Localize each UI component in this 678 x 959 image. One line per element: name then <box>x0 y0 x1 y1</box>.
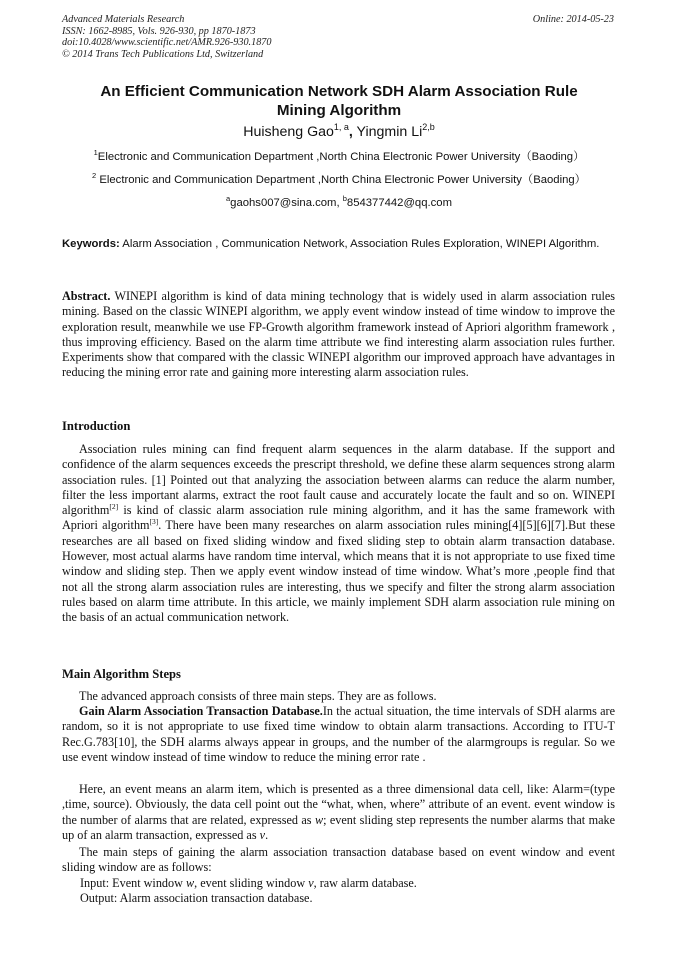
steps-text: The main steps of gaining the alarm association transaction database based on event window and event sliding window are as follows: <box>62 845 615 875</box>
issn-line: ISSN: 1662-8985, Vols. 926-930, pp 1870-1873 <box>62 25 256 37</box>
author-2-name: Yingmin Li <box>352 124 423 140</box>
author-1-name: Huisheng Gao <box>243 124 334 140</box>
citation-2: [2] <box>109 502 119 512</box>
email-b-marker: b <box>342 194 347 203</box>
event-text-2: ; event sliding step represents the number alarms that make up of an alarm transaction, expressed as <box>62 812 615 842</box>
output-text: Output: Alarm association transaction database. <box>80 891 313 905</box>
output-line <box>80 891 615 906</box>
email-line <box>62 196 616 210</box>
keywords-text: Alarm Association , Communication Network, Association Rules Exploration, WINEPI Algorithm. <box>119 238 600 250</box>
copyright-line: © 2014 Trans Tech Publications Ltd, Switzerland <box>62 48 264 60</box>
input-text-2: , event sliding window <box>194 876 309 890</box>
event-text-1: Here, an event means an alarm item, which is presented as a three dimensional data cell, like: Alarm=(type ,time, source). Obviously, the data cell point out the “what, when, where” attribute of an event. event window is the number of alarms that are related, expressed as <box>62 782 615 827</box>
title-line-2: Mining Algorithm <box>276 102 402 119</box>
event-paragraph <box>62 782 615 843</box>
journal-header <box>62 14 271 60</box>
email-b: 854377442@qq.com <box>346 197 452 209</box>
affiliation-1-text: Electronic and Communication Department ,North China Electronic Power University（Baoding） <box>97 151 585 163</box>
input-text-3: , raw alarm database. <box>313 876 417 890</box>
steps-paragraph <box>62 845 615 876</box>
var-v: v <box>259 827 266 842</box>
input-line <box>80 876 615 891</box>
abstract-text: WINEPI algorithm is kind of data mining technology that is widely used in alarm association rules mining. Based on the classic WINEPI algorithm, we apply event window instead of time window to improve the exploration result, meanwhile we use FP-Growth algorithm framework instead of Apriori algorithm framework , thus improving efficiency. Based on the alarm time attribute we find interesting alarm association rules further. Experiments show that compared with the classic WINEPI algorithm our improved approach have advantages in reducing the mining error rate and gaining more interesting alarm association rules. <box>62 289 615 380</box>
abstract-block <box>62 289 615 381</box>
intro-text-1: Association rules mining can find frequent alarm sequences in the alarm database. If the support and confidence of the alarm sequences exceeds the prescript threshold, we define these alarm sequences strong alarm association rules. [1] Pointed out that analyzing the association between alarms can reduce the alarm number, filter the less important alarms, extract the root fault cause and accurately locate the fault and so on. WINEPI algorithm <box>62 442 615 518</box>
keywords-block <box>62 236 616 253</box>
abstract-label: Abstract. <box>62 289 111 303</box>
gain-text: In the actual situation, the time intervals of SDH alarms are random, so it is not appropriate to use fixed time window to obtain alarm transactions. According to ITU-T Rec.G.783[10], the SDH alarms always appear in groups, and the number of the alarmgroups is regular. So we use event window instead of time window to reduce the mining error rate . <box>62 704 615 764</box>
doi-line: doi:10.4028/www.scientific.net/AMR.926-930.1870 <box>62 37 272 49</box>
affiliation-2 <box>62 173 616 187</box>
intro-text-2: is kind of classic alarm association rule mining algorithm, and it has the same framework with Apriori algorithm <box>62 503 615 533</box>
title-line-1: An Efficient Communication Network SDH Alarm Association Rule <box>100 83 578 100</box>
affiliation-2-marker: 2 <box>92 171 97 180</box>
author-1-marker: 1, a <box>333 122 349 132</box>
intro-text-3: . There have been many researches on alarm association rules mining[4][5][6][7].But these researches are all based on fixed sliding window and fixed sliding step to obtain alarm transaction database. However, most actual alarms have random time interval, which means that it is not appropriate to use fixed time window and sliding step. Then we apply event window instead of time window. What’s more ,people find that not all the strong alarm association rules are interesting, thus we specify and filter the strong alarm association rules based on alarm time attribute. In this article, we mainly implement SDH alarm association rule mining on the basis of an actual communication network. <box>62 518 615 625</box>
author-list <box>62 123 616 141</box>
var-w: w <box>314 812 324 827</box>
citation-3: [3] <box>149 517 159 527</box>
main-steps-heading: Main Algorithm Steps <box>62 667 181 681</box>
main-steps-intro-text: The advanced approach consists of three main steps. They are as follows. <box>79 689 437 703</box>
affiliation-2-text: Electronic and Communication Department ,North China Electronic Power University（Baoding） <box>96 174 586 186</box>
introduction-paragraph <box>62 442 615 626</box>
main-steps-intro <box>62 689 615 704</box>
author-2-marker: 2,b <box>422 122 435 132</box>
journal-name: Advanced Materials Research <box>62 14 185 25</box>
input-text-1: Input: Event window <box>80 876 186 890</box>
author-separator: , <box>348 124 353 140</box>
affiliation-1 <box>62 150 616 164</box>
input-var-w: w <box>185 876 195 890</box>
email-a-marker: a <box>226 194 231 203</box>
paper-title <box>62 82 616 120</box>
gain-paragraph <box>62 704 615 765</box>
affiliation-1-marker: 1 <box>93 148 98 157</box>
gain-label: Gain Alarm Association Transaction Database. <box>79 704 323 718</box>
input-var-v: v <box>308 876 314 890</box>
email-a: gaohs007@sina.com, <box>230 197 343 209</box>
online-date: Online: 2014-05-23 <box>532 14 614 25</box>
introduction-heading: Introduction <box>62 419 131 433</box>
keywords-label: Keywords: <box>62 238 120 250</box>
event-text-3: . <box>265 827 269 842</box>
